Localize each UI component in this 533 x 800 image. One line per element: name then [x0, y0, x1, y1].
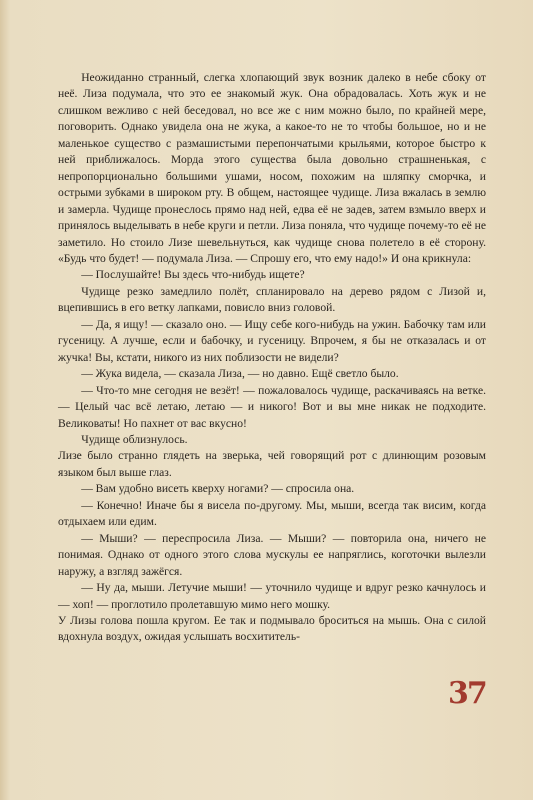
paragraph: — Послушайте! Вы здесь что-нибудь ищете? [81, 268, 305, 282]
paragraph: Чудище облизнулось. [81, 432, 188, 446]
page-number: 37 [448, 676, 486, 711]
paragraph: — Мыши? — переспросила Лиза. — Мыши? — повторила она, ничего не понимая. Однако от одного этого слова мускулы ее напряглись, коготочки вылезли наружу, а взгляд зажёгся. [58, 531, 486, 578]
paragraph: — Что-то мне сегодня не везёт! — пожаловалось чудище, раскачиваясь на ветке. — Целый час всё летаю, летаю — и никого! Вот и вы мне никак не подходите. Великоваты! Но пахнет от вас вкусно! [58, 383, 486, 430]
paragraph: — Да, я ищу! — сказало оно. — Ищу себе кого-нибудь на ужин. Бабочку там или гусеницу. А лучше, если и бабочку, и гусеницу. Впрочем, я бы не отказалась и от жучка! Вы, кстати, никого из них поблизости не видели? [58, 317, 486, 364]
paragraph: У Лизы голова пошла кругом. Ее так и подмывало броситься на мышь. Она с силой вдохнула воздух, ожидая услышать восхититель- [58, 613, 486, 644]
paragraph: Лизе было странно глядеть на зверька, чей говорящий рот с длинющим розовым языком был выше глаз. [58, 449, 486, 479]
paragraph: Чудище резко замедлило полёт, спланировало на дерево рядом с Лизой и, вцепившись в его ветку лапками, повисло вниз головой. [58, 284, 486, 315]
page-text [58, 70, 486, 646]
paragraph: — Вам удобно висеть кверху ногами? — спросила она. [81, 482, 355, 496]
paragraph: — Конечно! Иначе бы я висела по-другому. Мы, мыши, всегда так висим, когда отдыхаем или едим. [58, 498, 486, 529]
paragraph: — Ну да, мыши. Летучие мыши! — уточнило чудище и вдруг резко качнулось и — хоп! — проглотило пролетавшую мимо него мошку. [58, 581, 486, 611]
paragraph: Неожиданно странный, слегка хлопающий звук возник далеко в небе сбоку от неё. Лиза подумала, что это ее знакомый жук. Она обрадовалась. Хоть жук и не слишком вежливо с ней беседовал, но все же с ним можно было, по крайней мере, поговорить. Однако увидела она не жука, а какое-то не то чтобы большое, но и не маленькое существо с размашистыми перепончатыми крыльями, которое быстро к ней приближалось. Морда этого существа была довольно страшненькая, с непропорционально большими ушами, носом, похожим на шляпку сморчка, и острыми зубками в широком рту. В общем, настоящее чудище. Лиза вжалась в землю и замерла. Чудище пронеслось прямо над ней, едва её не задев, затем взмыло вверх и принялось выделывать в небе круги и петли. Лиза поняла, что чудище почему-то её не заметило. Но стоило Лизе шевельнуться, как чудище снова полетело в её сторону. «Будь что будет! — подумала Лиза. — Спрошу его, что ему надо!» И она крикнула: [58, 71, 486, 265]
paragraph: — Жука видела, — сказала Лиза, — но давно. Ещё светло было. [81, 367, 399, 381]
